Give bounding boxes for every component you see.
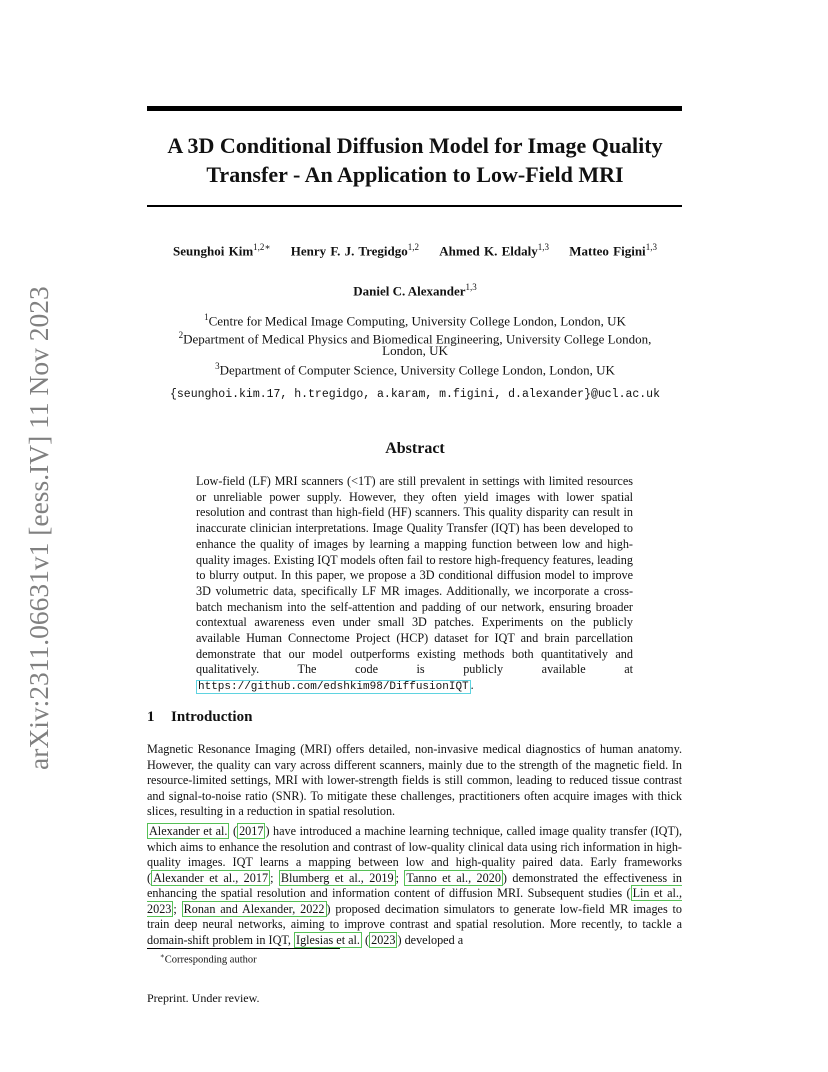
citation-link[interactable]: Iglesias et al. [296, 932, 360, 947]
author: Matteo Figini$^{1,3}$ [569, 242, 657, 259]
title-line-2: Transfer - An Application to Low-Field MRI [206, 162, 624, 187]
section-heading-introduction: 1 Introduction [147, 709, 253, 725]
title-top-rule [147, 106, 682, 111]
title-line-1: A 3D Conditional Diffusion Model for Image Quality [167, 133, 663, 158]
author: Ahmed K. Eldaly$^{1,3}$ [439, 242, 549, 259]
author-emails: {seunghoi.kim.17, h.tregidgo, a.karam, m.figini, d.alexander}@ucl.ac.uk [170, 388, 660, 401]
citation-link[interactable]: Blumberg et al., 2019 [280, 870, 394, 885]
paper-title [120, 131, 710, 189]
author-list [120, 242, 710, 259]
citation-link[interactable]: Alexander et al. [149, 824, 228, 838]
footnote-rule [147, 948, 340, 949]
abstract-body: Low-field (LF) MRI scanners (<1T) are still prevalent in settings with limited resources or unreliable power supply. However, they often yield images with lower spatial resolution and contrast than high-field (HF) scanners. This quality disparity can result in inaccurate clinician interpretations. Image Quality Transfer (IQT) has been developed to enhance the quality of images by learning a mapping function between low and high-quality images. Existing IQT models often fail to restore high-frequency features, leading to blurry output. In this paper, we propose a 3D conditional diffusion model to improve 3D volumetric data, specifically LF MR images. Additionally, we incorporate a cross-batch mechanism into the self-attention and padding of our network, ensuring broader contextual awareness even under small 3D patches. Experiments on the publicly available Human Connectome Project (HCP) dataset for IQT and brain parcellation demonstrate that our model outperforms existing methods both quantitatively and qualitatively. The code is publicly available at https://github.com/edshkim98/DiffusionIQT . [196, 474, 633, 694]
intro-paragraph-2: Alexander et al. ( 2017 ) have introduced a machine learning technique, called image quality transfer (IQT), which aims to enhance the resolution and contrast of low-quality clinical data using rich information in high-quality images. IQT learns a mapping between low and high-quality paired data. Early frameworks ( Alexander et al., 2017 ; Blumberg et al., 2019 ; Tanno et al., 2020 ) demonstrated the effectiveness in enhancing the spatial resolution and information content of diffusion MRI. Subsequent studies ( Lin et al., 2023 ; Ronan and Alexander, 2022 ) proposed decimation simulators to generate low-field MR images to train deep neural networks, aiming to improve contrast and spatial resolution. More recently, to tackle a domain-shift problem in IQT, Iglesias et al. ( 2023 ) developed a [147, 824, 683, 947]
affiliation: $^3$Department of Computer Science, University College London, London, UK [215, 361, 615, 378]
intro-paragraph-1: Magnetic Resonance Imaging (MRI) offers detailed, non-invasive medical diagnostics of human anatomy. However, the quality can vary across different scanners, mainly due to the strength of the magnetic field. In resource-limited settings, MRI with lower-strength fields is still common, leading to reduced tissue contrast and signal-to-noise ratio (SNR). To mitigate these challenges, practitioners often acquire images with thick slices, resulting in a reduction in spatial resolution. [147, 742, 682, 818]
citation-link[interactable]: Lin et al., 2023 [147, 886, 682, 916]
preprint-note: Preprint. Under review. [147, 991, 260, 1005]
author: Daniel C. Alexander$^{1,3}$ [353, 282, 477, 299]
title-bottom-rule [147, 205, 682, 207]
code-link[interactable]: https://github.com/edshkim98/DiffusionIQT [198, 681, 469, 694]
citation-link[interactable]: Tanno et al., 2020 [406, 870, 501, 885]
abstract-heading: Abstract [385, 440, 445, 457]
affiliation: $^1$Centre for Medical Image Computing, University College London, London, UK [204, 312, 626, 329]
affiliation: $^2$Department of Medical Physics and Biomedical Engineering, University College London, [178, 330, 652, 347]
citation-link[interactable]: Ronan and Alexander, 2022 [183, 901, 325, 916]
citation-link[interactable]: Alexander et al., 2017 [153, 870, 269, 885]
citation-link[interactable]: 2023 [371, 932, 396, 947]
arxiv-identifier: arXiv:2311.06631v1 [eess.IV] 11 Nov 2023 [23, 286, 54, 770]
citation-link[interactable]: 2017 [239, 824, 264, 838]
author: Seunghoi Kim$^{1,2∗}$ [173, 242, 271, 259]
footnote: ∗Corresponding author [160, 952, 257, 966]
affiliation: London, UK [382, 343, 448, 358]
author: Henry F. J. Tregidgo$^{1,2}$ [290, 242, 420, 259]
